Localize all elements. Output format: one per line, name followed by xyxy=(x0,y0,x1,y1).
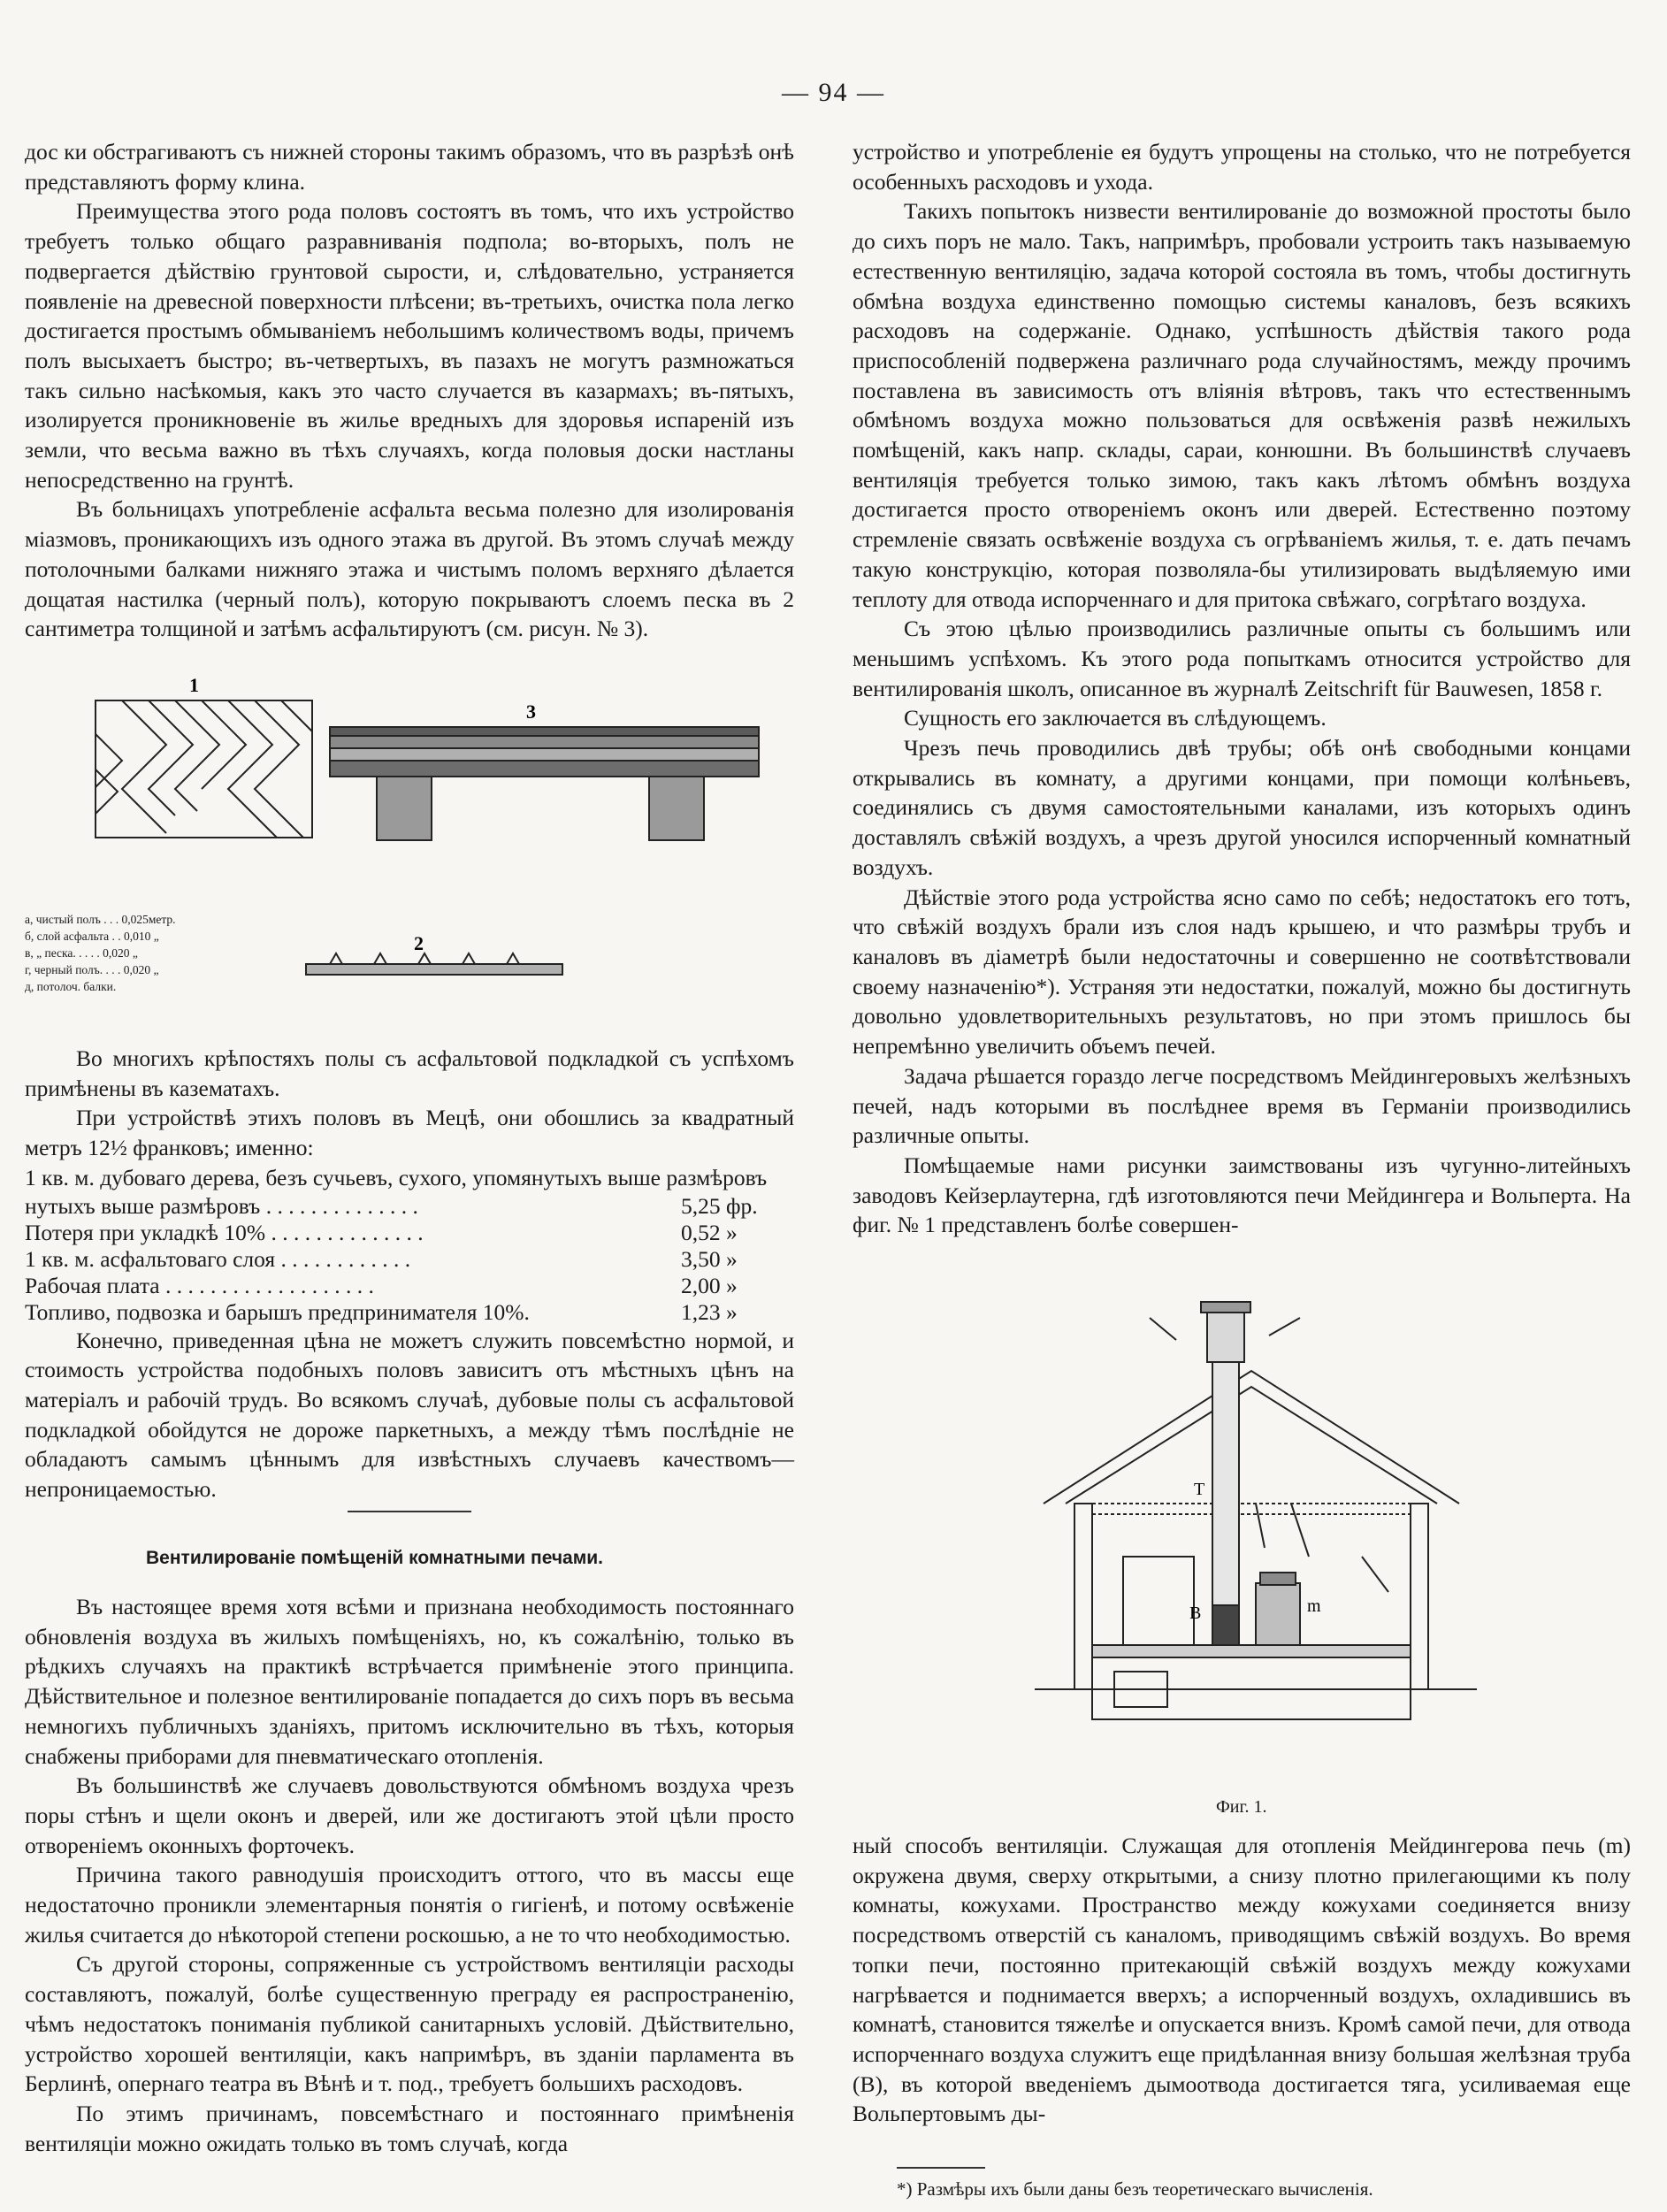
cost-label: Топливо, подвозка и барышъ предпринимателя 10%. xyxy=(25,1298,530,1325)
paragraph: Преимущества этого рода половъ состоятъ въ томъ, что ихъ устройство требуетъ только общаго разравниванія подпола; во-вторыхъ, полъ не подвергается дѣйствію грунтовой сырости, и, слѣдовательно, устраняется появленіе на древесной поверхности плѣсени; въ-третьихъ, очистка пола легко достигается простымъ обмываніемъ небольшимъ количествомъ воды, причемъ полъ высыхаетъ быстро; въ-четвертыхъ, въ пазахъ не могутъ размножаться такъ сильно насѣкомыя, какъ это часто случается въ казармахъ; въ-пятыхъ, изолируется проникновеніе въ жилье вредныхъ для здоровья испареній изъ земли, что весьма важно въ тѣхъ случаяхъ, когда половыя доски настланы непосредственно на грунтѣ. xyxy=(25,198,794,493)
left-column-middle xyxy=(25,1044,794,1504)
cost-table xyxy=(25,1193,794,1326)
legend-line: б, слой асфальта . . 0,010 „ xyxy=(25,930,159,943)
cost-amount: 1,23 » xyxy=(681,1298,738,1325)
figure-label-2: 2 xyxy=(414,932,424,954)
figure-label-1: 1 xyxy=(189,674,199,696)
paragraph: Съ другой стороны, сопряженные съ устройствомъ вентиляціи расходы составляютъ, пожалуй, болѣе существенную преграду ея распространенію, чѣмъ недостатокъ пониманія публикой санитарныхъ условій. Дѣйствительно, устройство хорошей вентиляціи, какъ напримѣръ, въ зданіи парламента въ Берлинѣ, опернаго театра въ Вѣнѣ и т. под., требуетъ большихъ расходовъ. xyxy=(25,1951,794,2097)
cost-amount: 3,50 » xyxy=(681,1245,738,1272)
paragraph: Во многихъ крѣпостяхъ полы съ асфальтовой подкладкой съ успѣхомъ примѣнены въ казематахъ. xyxy=(25,1045,794,1101)
figure-caption: Фиг. 1. xyxy=(1216,1797,1267,1817)
cost-row xyxy=(25,1220,794,1246)
figure-legend xyxy=(25,911,176,995)
legend-line: в, „ песка. . . . . 0,020 „ xyxy=(25,946,138,960)
cost-label: 1 кв. м. асфальтоваго слоя . . . . . . . . . . . . xyxy=(25,1245,411,1272)
cost-amount: 0,52 » xyxy=(681,1219,738,1245)
legend-line: д, потолоч. балки. xyxy=(25,980,117,993)
cost-row xyxy=(25,1299,794,1326)
footnote: *) Размѣры ихъ были даны безъ теоретическаго вычисленія. xyxy=(897,2178,1373,2200)
paragraph: Помѣщаемые нами рисунки заимствованы изъ чугунно-литейныхъ заводовъ Кейзерлаутерна, гдѣ изготовляются печи Мейдингера и Вольперта. На фиг. № 1 представленъ болѣе совершен- xyxy=(853,1152,1631,1238)
paragraph: дос ки обстрагиваютъ съ нижней стороны такимъ образомъ, что въ разрѣзѣ онѣ представляютъ форму клина. xyxy=(25,139,794,195)
left-column-top xyxy=(25,137,794,644)
paragraph: Съ этою цѣлью производились различные опыты съ большимъ или меньшимъ успѣхомъ. Къ этого рода попыткамъ относится устройство для вентилированія школъ, описанное въ журналѣ Zeitschrift für Bauwesen, 1858 г. xyxy=(853,616,1631,701)
cost-row xyxy=(25,1273,794,1299)
cost-label: Потеря при укладкѣ 10% . . . . . . . . . . . . . . xyxy=(25,1219,424,1245)
cost-amount: 2,00 » xyxy=(681,1272,738,1298)
figure-label-3: 3 xyxy=(526,700,536,723)
paragraph: Чрезъ печь проводились двѣ трубы; обѣ онѣ свободными концами открывались въ комнату, а другими концами, при помощи колѣньевъ, соединялись съ двумя самостоятельными каналами, изъ которыхъ одинъ доставлялъ свѣжій воздухъ, а чрезъ другой уносился испорченный комнатный воздухъ. xyxy=(853,735,1631,880)
paragraph: При устройствѣ этихъ половъ въ Мецѣ, они обошлись за квадратный метръ 12½ франковъ; именно: xyxy=(25,1105,794,1161)
paragraph: Конечно, приведенная цѣна не можетъ служить повсемѣстно нормой, и стоимость устройства подобныхъ половъ зависитъ отъ мѣстныхъ цѣнъ на матеріалъ и рабочій трудъ. Во всякомъ случаѣ, дубовые полы съ асфальтовой подкладкой обойдутся не дороже паркетныхъ, а между тѣмъ послѣдніе не обладаютъ самымъ цѣннымъ для извѣстныхъ случаевъ качествомъ—непроницаемостью. xyxy=(25,1327,794,1503)
paragraph: Въ большинствѣ же случаевъ довольствуются обмѣномъ воздуха чрезъ поры стѣнъ и щели оконъ и дверей, или же достигаютъ этой цѣли просто отвореніемъ оконныхъ форточекъ. xyxy=(25,1772,794,1858)
section-heading: Вентилированіе помѣщеній комнатными печами. xyxy=(146,1548,604,1568)
cost-intro: 1 кв. м. дубоваго дерева, безъ сучьевъ, сухого, упомянутыхъ выше размѣровъ xyxy=(25,1164,768,1190)
right-column-bottom xyxy=(853,1831,1631,2129)
legend-line: а, чистый полъ . . . 0,025метр. xyxy=(25,913,176,926)
figure-letter-m: m xyxy=(1307,1596,1321,1616)
paragraph: Дѣйствіе этого рода устройства ясно само по себѣ; недостатокъ его тотъ, что свѣжій воздухъ брали изъ слоя надъ крышею, и что размѣры трубъ и каналовъ въ діаметрѣ были недостаточны и совершенно не соотвѣтствовали своему назначенію*). Устраняя эти недостатки, пожалуй, можно бы достигнуть довольно удовлетворительныхъ результатовъ, но при этомъ пришлось бы непремѣнно увеличить объемъ печей. xyxy=(853,884,1631,1060)
left-column-bottom xyxy=(25,1592,794,2158)
footnote-divider xyxy=(897,2167,985,2169)
paragraph: Задача рѣшается гораздо легче посредствомъ Мейдингеровыхъ желѣзныхъ печей, надъ которыми въ послѣднее время въ Германіи производились различные опыты. xyxy=(853,1062,1631,1149)
paragraph: ный способъ вентиляціи. Служащая для отопленія Мейдингерова печь (m) окружена двумя, сверху открытыми, а снизу плотно прилегающими къ полу комнаты, кожухами. Пространство между кожухами соединяется внизу посредствомъ отверстій съ каналомъ, приводящимъ свѣжій воздухъ. Во время топки печи, постоянно притекающій свѣжій воздухъ между кожухами нагрѣвается и поднимается вверхъ; а испорченный воздухъ, охладившись въ комнатѣ, становится тяжелѣе и опускается внизъ. Кромѣ самой печи, для отвода испорченнаго воздуха служитъ еще придѣланная внизу большая желѣзная труба (B), въ которой введеніемъ дымоотвода достигается тяга, усиливаемая еще Вольпертовымъ ды- xyxy=(853,1833,1631,2127)
cost-label: Рабочая плата . . . . . . . . . . . . . . . . . . . xyxy=(25,1272,374,1298)
paragraph: Сущность его заключается въ слѣдующемъ. xyxy=(904,705,1327,731)
paragraph: По этимъ причинамъ, повсемѣстнаго и постояннаго примѣненія вентиляціи можно ожидать только въ томъ случаѣ, когда xyxy=(25,2100,794,2156)
figure-letter-t: T xyxy=(1194,1480,1205,1499)
legend-line: г, черный полъ. . . . 0,020 „ xyxy=(25,963,159,976)
paragraph: устройство и употребленіе ея будутъ упрощены на столько, что не потребуется особенныхъ расходовъ и ухода. xyxy=(853,139,1631,195)
cost-row xyxy=(25,1246,794,1273)
paragraph: Въ настоящее время хотя всѣми и признана необходимость постояннаго обновленія воздуха въ жилыхъ помѣщеніяхъ, но, къ сожалѣнію, только въ рѣдкихъ случаяхъ на практикѣ встрѣчается примѣненіе этого принципа. Дѣйствительное и полезное вентилированіе попадается до сихъ поръ въ весьма немногихъ публичныхъ зданіяхъ, притомъ исключительно въ тѣхъ, которыя снабжены приборами для пневматическаго отопленія. xyxy=(25,1594,794,1769)
right-column-top xyxy=(853,137,1631,1240)
paragraph: Такихъ попытокъ низвести вентилированіе до возможной простоты было до сихъ поръ не мало. Такъ, напримѣръ, пробовали устроить такъ называемую естественную вентиляцію, задача которой состояла въ томъ, чтобы достигнуть обмѣна воздуха единственно помощью системы каналовъ, безъ всякихъ расходовъ на содержаніе. Однако, успѣшность дѣйствія такого рода приспособленій подвержена различнаго рода случайностямъ, между прочимъ поставлена въ зависимость отъ вліянія вѣтровъ, такъ что естественнымъ обмѣномъ воздуха можно пользоваться для освѣженія развѣ нежилыхъ помѣщеній, какъ напр. склады, сараи, конюшни. Въ большинствѣ случаевъ вентиляція требуется только зимою, такъ какъ лѣтомъ обмѣнъ воздуха достигается просто отвореніемъ оконъ или дверей. Естественно поэтому стремленіе связать освѣженіе воздуха съ огрѣваніемъ жилья, т. е. дать печамъ такую конструкцію, которая позволяла-бы утилизировать выдѣляемую ими теплоту для отвода испорченнаго и для притока свѣжаго, согрѣтаго воздуха. xyxy=(853,198,1631,612)
cost-row xyxy=(25,1193,794,1220)
figure-letter-b: B xyxy=(1189,1604,1202,1623)
page-number: — 94 — xyxy=(782,78,885,107)
paragraph: Причина такого равнодушія происходитъ оттого, что въ массы еще недостаточно проникли элементарныя понятія о гигіенѣ, и потому освѣженіе жилья считается до нѣкоторой степени роскошью, а не то что необходимостью. xyxy=(25,1862,794,1948)
stove-ventilation-figure xyxy=(1026,1291,1486,1787)
cost-label: нутыхъ выше размѣровъ . . . . . . . . . . . . . . xyxy=(25,1192,418,1219)
paragraph: Въ больницахъ употребленіе асфальта весьма полезно для изолированія міазмовъ, проникающихъ изъ одного этажа въ другой. Въ этомъ случаѣ между потолочными балками нижняго этажа и чистымъ поломъ верхняго дѣлается дощатая настилка (черный полъ), которую покрываютъ слоемъ песка въ 2 сантиметра толщиной и затѣмъ асфальтируютъ (см. рисун. № 3). xyxy=(25,496,794,642)
cost-amount: 5,25 фр. xyxy=(681,1192,758,1219)
section-divider xyxy=(348,1511,471,1512)
